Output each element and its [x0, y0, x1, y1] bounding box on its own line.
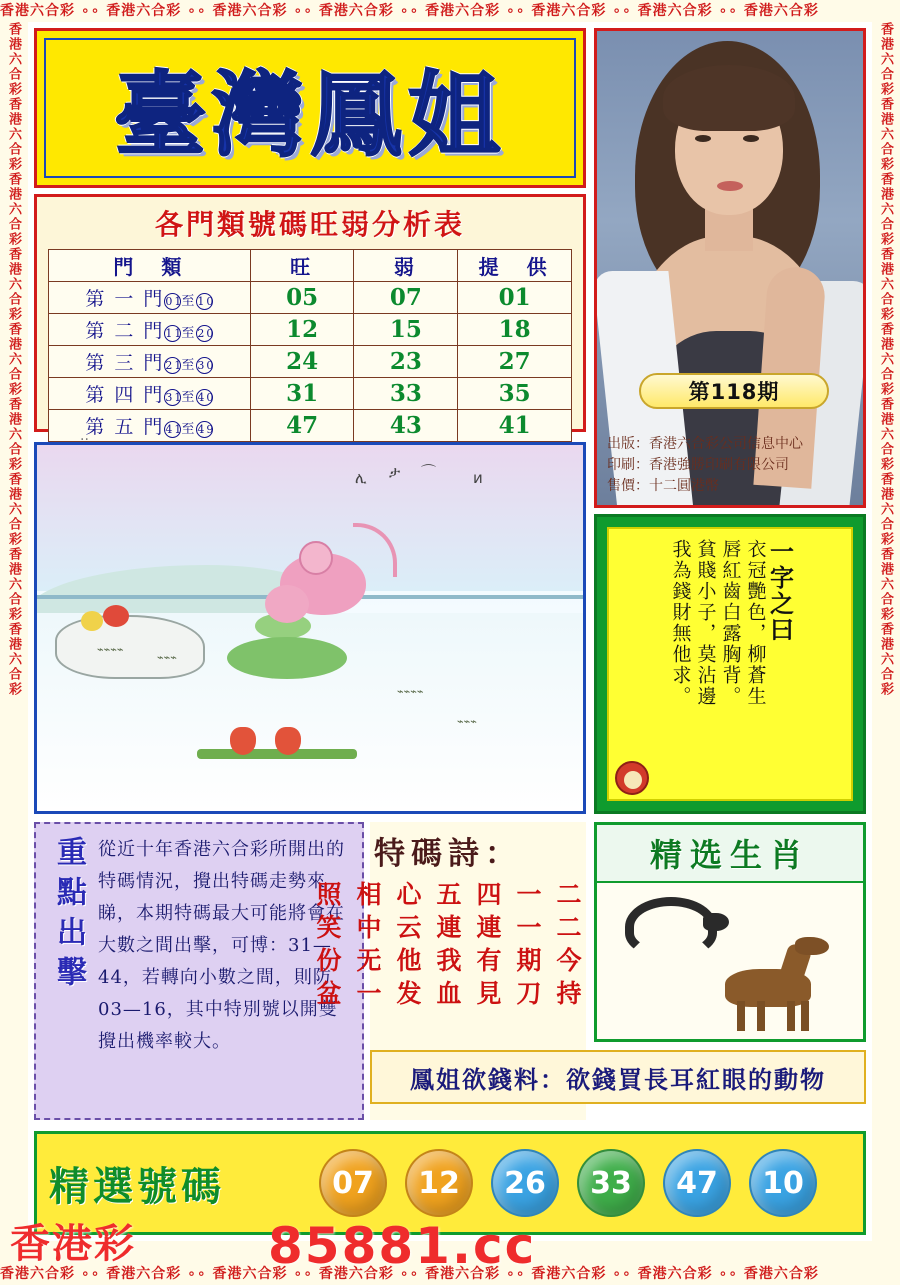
zodiac-title: 精选生肖	[597, 825, 863, 883]
row-weak: 23	[354, 346, 458, 378]
border-right	[872, 22, 900, 1241]
row-offer: 41	[458, 410, 572, 442]
credit-printer: 印刷：香港強勝印刷有限公司	[607, 457, 789, 473]
row-strong: 24	[250, 346, 354, 378]
money-tip-bar: 鳳姐欲錢料：欲錢買長耳紅眼的動物	[370, 1050, 866, 1104]
page-title: 臺灣鳳姐	[113, 61, 506, 169]
poem-inner	[607, 527, 853, 801]
title-banner-inner	[44, 38, 576, 178]
content-area	[28, 22, 872, 1241]
row-offer: 18	[458, 314, 572, 346]
border-right-text: 香港六合彩香港六合彩香港六合彩香港六合彩香港六合彩香港六合彩香港六合彩香港六合彩香港六合彩	[878, 22, 893, 697]
table-row	[49, 410, 572, 442]
note-text: 從近十年香港六合彩所開出的特碼情況，攪出特碼走勢來睇，本期特碼最大可能將會在大數之間出擊，可博：31—44，若轉向小數之間，則防03—16，其中特別號以開雙攪出機率較大。	[98, 839, 345, 1052]
row-offer: 01	[458, 282, 572, 314]
table-row	[49, 282, 572, 314]
border-left-text: 香港六合彩香港六合彩香港六合彩香港六合彩香港六合彩香港六合彩香港六合彩香港六合彩香港六合彩	[6, 22, 21, 697]
number-ball: 26	[491, 1149, 559, 1217]
row-strong: 12	[250, 314, 354, 346]
col-category: 門 類	[49, 250, 251, 282]
col-offer: 提 供	[458, 250, 572, 282]
row-weak: 33	[354, 378, 458, 410]
credit-publisher: 出版：香港六合彩公司信息中心	[607, 436, 803, 452]
poem-column-4: 我為錢財無他求。	[669, 539, 692, 707]
special-poem-column: 一一期刀	[513, 881, 542, 1013]
special-poem-columns	[313, 873, 586, 1021]
snake-head-icon	[703, 913, 729, 931]
stray-dots: ..	[80, 428, 89, 444]
watermark-left: 香港彩	[10, 1220, 136, 1267]
special-poem-column: 心云他发	[393, 881, 422, 1013]
row-offer: 27	[458, 346, 572, 378]
model-photo	[594, 28, 866, 508]
special-poem-column: 照笑份盆	[313, 881, 342, 1013]
number-ball: 47	[663, 1149, 731, 1217]
row-weak: 07	[354, 282, 458, 314]
poem-column-2: 唇紅齒白露胸背。	[719, 539, 742, 707]
cartoon-panel: ሊ ታ ⌒ ᴎ ⌁⌁⌁⌁ ⌁⌁⌁ ⌁⌁⌁⌁ ⌁⌁⌁	[34, 442, 586, 814]
poem-box	[594, 514, 866, 814]
table-header-row	[49, 250, 572, 282]
number-balls	[319, 1149, 817, 1217]
col-weak: 弱	[354, 250, 458, 282]
border-top	[0, 0, 900, 22]
row-category: 第 二 門11至20	[49, 314, 251, 346]
analysis-table	[48, 249, 572, 442]
credit-price: 售價：十二圓港幣	[607, 478, 719, 494]
row-weak: 15	[354, 314, 458, 346]
row-category: 第 一 門01至10	[49, 282, 251, 314]
table-row	[49, 314, 572, 346]
row-strong: 47	[250, 410, 354, 442]
zodiac-body	[597, 883, 863, 1039]
seal-stamp-icon	[615, 761, 649, 795]
table-row	[49, 346, 572, 378]
row-category: 第 三 門21至30	[49, 346, 251, 378]
row-strong: 31	[250, 378, 354, 410]
selected-numbers-label: 精選號碼	[49, 1162, 225, 1210]
special-poem-column: 四連有見	[473, 881, 502, 1013]
special-poem-column: 五連我血	[433, 881, 462, 1013]
poem-column-0: 一字之曰	[765, 539, 795, 643]
row-strong: 05	[250, 282, 354, 314]
row-category: 第 五 門41至49	[49, 410, 251, 442]
special-poem-title: 特碼詩：	[374, 836, 522, 872]
photo-credits	[607, 434, 855, 497]
row-category: 第 四 門31至40	[49, 378, 251, 410]
issue-badge: 第118期	[639, 373, 829, 409]
watermark-center: 85881.cc	[268, 1217, 537, 1275]
number-ball: 33	[577, 1149, 645, 1217]
special-poem-column: 相中无一	[353, 881, 382, 1013]
zodiac-panel	[594, 822, 866, 1042]
border-top-text: 香港六合彩 ∘∘ 香港六合彩 ∘∘ 香港六合彩 ∘∘ 香港六合彩 ∘∘ 香港六合彩 ∘∘ 香港六合彩 ∘∘ 香港六合彩 ∘∘ 香港六合彩	[0, 3, 819, 19]
col-strong: 旺	[250, 250, 354, 282]
number-ball: 10	[749, 1149, 817, 1217]
number-ball: 07	[319, 1149, 387, 1217]
title-banner	[34, 28, 586, 188]
analysis-table-box	[34, 194, 586, 439]
poem-column-1: 衣冠艷色，柳蒼生	[744, 539, 767, 707]
row-offer: 35	[458, 378, 572, 410]
table-row	[49, 378, 572, 410]
border-bottom-text: 香港六合彩 ∘∘ 香港六合彩 ∘∘ 香港六合彩 ∘∘ 香港六合彩 ∘∘ 香港六合彩 ∘∘ 香港六合彩 ∘∘ 香港六合彩 ∘∘ 香港六合彩	[0, 1266, 819, 1282]
analysis-table-title: 各門類號碼旺弱分析表	[154, 208, 465, 241]
row-weak: 43	[354, 410, 458, 442]
note-label: 重點出擊	[51, 836, 86, 996]
special-poem-column: 二二今持	[553, 881, 582, 1013]
number-ball: 12	[405, 1149, 473, 1217]
border-left	[0, 22, 28, 1241]
poem-column-3: 貧賤小子，莫沾邊	[694, 539, 717, 707]
